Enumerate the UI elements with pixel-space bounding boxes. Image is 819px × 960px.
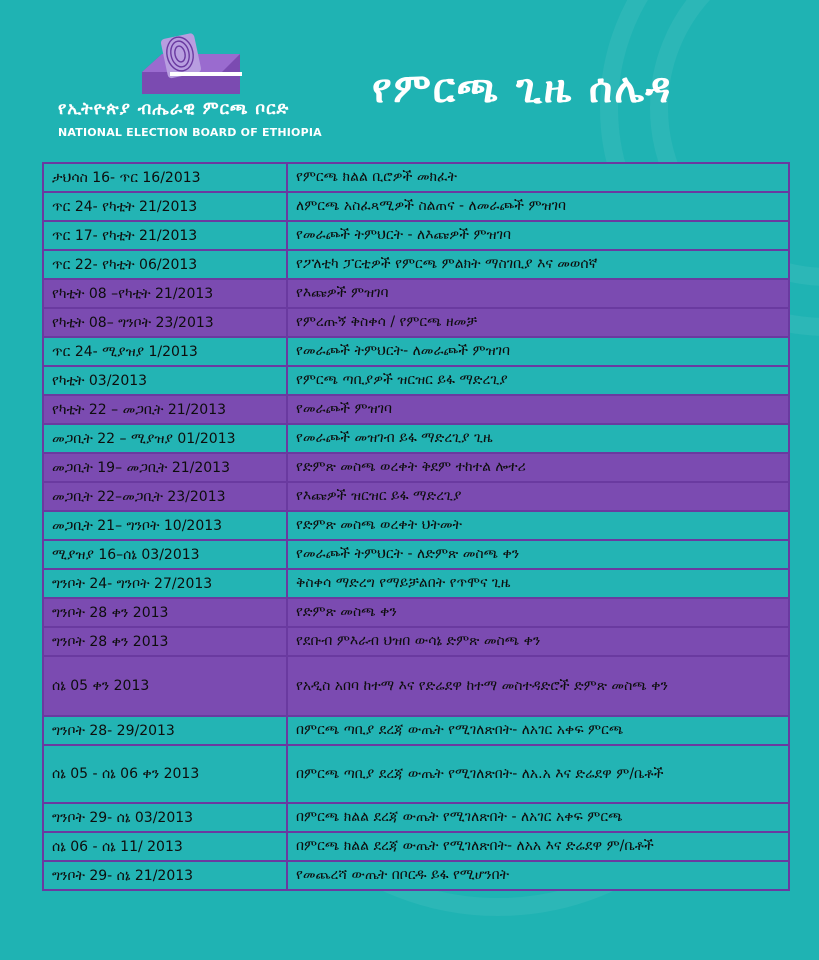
schedule-activity: የደቡብ ምእራብ ህዝበ ውሳኔ ድምጽ መስጫ ቀን: [287, 627, 789, 656]
schedule-activity: የምርጫ ክልል ቢሮዎች መክፈት: [287, 163, 789, 192]
schedule-row: [43, 192, 789, 221]
schedule-date: ጥር 24- የካቲት 21/2013: [43, 192, 287, 221]
schedule-row: [43, 627, 789, 656]
schedule-row: [43, 656, 789, 716]
schedule-date: ጥር 17- የካቲት 21/2013: [43, 221, 287, 250]
schedule-activity: የድምጽ መስጫ ቀን: [287, 598, 789, 627]
schedule-row: [43, 598, 789, 627]
schedule-date: ሚያዝያ 16–ሰኔ 03/2013: [43, 540, 287, 569]
schedule-activity: በምርጫ ክልል ደረጃ ውጤት የሚገለጽበት- ለአአ እና ድሬደዋ ም/ቤቶች: [287, 832, 789, 861]
schedule-row: [43, 803, 789, 832]
schedule-row: [43, 308, 789, 337]
schedule-date: ግንቦት 29- ሰኔ 03/2013: [43, 803, 287, 832]
schedule-activity: የድምጽ መስጫ ወረቀት ቅደም ተከተል ሎተሪ: [287, 453, 789, 482]
schedule-date: ግንቦት 29- ሰኔ 21/2013: [43, 861, 287, 890]
ballot-box-fingerprint-icon: [140, 32, 246, 104]
schedule-row: [43, 832, 789, 861]
schedule-activity: የመራጮች ትምህርት - ለእጩዎች ምዝገባ: [287, 221, 789, 250]
schedule-activity: በምርጫ ጣቢያ ደረጃ ውጤት የሚገለጽበት- ለአገር አቀፍ ምርጫ: [287, 716, 789, 745]
schedule-activity: የድምጽ መስጫ ወረቀት ህትመት: [287, 511, 789, 540]
schedule-activity: የምረጡኝ ቅስቀሳ / የምርጫ ዘመቻ: [287, 308, 789, 337]
schedule-date: የካቲት 22 – መጋቢት 21/2013: [43, 395, 287, 424]
schedule-activity: የእጩዎች ዝርዝር ይፋ ማድረጊያ: [287, 482, 789, 511]
schedule-date: የካቲት 08– ግንቦት 23/2013: [43, 308, 287, 337]
schedule-row: [43, 482, 789, 511]
schedule-activity: የአዲስ አበባ ከተማ እና የድሬደዋ ከተማ መስተዳድሮች ድምጽ መስጫ ቀን: [287, 656, 789, 716]
schedule-date: ግንቦት 28- 29/2013: [43, 716, 287, 745]
schedule-activity: የመራጮች ትምህርት- ለመራጮች ምዝገባ: [287, 337, 789, 366]
schedule-activity: ለምርጫ አስፈጻሚዎች ስልጠና - ለመራጮች ምዝገባ: [287, 192, 789, 221]
schedule-date: መጋቢት 22 – ሚያዝያ 01/2013: [43, 424, 287, 453]
schedule-row: [43, 569, 789, 598]
schedule-date: ግንቦት 28 ቀን 2013: [43, 627, 287, 656]
schedule-activity: የእጩዎች ምዝገባ: [287, 279, 789, 308]
schedule-date: ታህሳስ 16- ጥር 16/2013: [43, 163, 287, 192]
schedule-row: [43, 716, 789, 745]
schedule-date: ግንቦት 24- ግንቦት 27/2013: [43, 569, 287, 598]
schedule-activity: በምርጫ ጣቢያ ደረጃ ውጤት የሚገለጽበት- ለአ.አ እና ድሬደዋ ም/ቤቶች: [287, 745, 789, 803]
schedule-date: የካቲት 08 –የካቲት 21/2013: [43, 279, 287, 308]
schedule-activity: በምርጫ ክልል ደረጃ ውጤት የሚገለጽበት - ለአገር አቀፍ ምርጫ: [287, 803, 789, 832]
schedule-row: [43, 511, 789, 540]
schedule-row: [43, 279, 789, 308]
schedule-date: መጋቢት 22–መጋቢት 23/2013: [43, 482, 287, 511]
schedule-activity: የመራጮች ምዝገባ: [287, 395, 789, 424]
org-name-english: NATIONAL ELECTION BOARD OF ETHIOPIA: [58, 126, 322, 139]
schedule-date: ሰኔ 05 - ሰኔ 06 ቀን 2013: [43, 745, 287, 803]
schedule-date: ጥር 22- የካቲት 06/2013: [43, 250, 287, 279]
org-name-amharic: የኢትዮጵያ ብሔራዊ ምርጫ ቦርድ: [58, 99, 290, 119]
schedule-activity: የመራጮች መዝገብ ይፋ ማድረጊያ ጊዜ: [287, 424, 789, 453]
schedule-row: [43, 366, 789, 395]
page-title: የምርጫ ጊዜ ሰሌዳ: [372, 66, 673, 112]
schedule-activity: የምርጫ ጣቢያዎች ዝርዝር ይፋ ማድረጊያ: [287, 366, 789, 395]
schedule-row: [43, 424, 789, 453]
schedule-date: የካቲት 03/2013: [43, 366, 287, 395]
schedule-activity: የፖለቲካ ፓርቲዎች የምርጫ ምልክት ማስገቢያ እና መወሰኛ: [287, 250, 789, 279]
schedule-date: መጋቢት 21– ግንቦት 10/2013: [43, 511, 287, 540]
schedule-row: [43, 540, 789, 569]
schedule-activity: የመራጮች ትምህርት - ለድምጽ መስጫ ቀን: [287, 540, 789, 569]
schedule-row: [43, 453, 789, 482]
election-schedule-table: [42, 162, 790, 891]
schedule-activity: የመጨረሻ ውጤት በቦርዱ ይፋ የሚሆንበት: [287, 861, 789, 890]
schedule-date: መጋቢት 19– መጋቢት 21/2013: [43, 453, 287, 482]
schedule-row: [43, 221, 789, 250]
schedule-date: ሰኔ 05 ቀን 2013: [43, 656, 287, 716]
schedule-date: ጥር 24- ሚያዝያ 1/2013: [43, 337, 287, 366]
schedule-row: [43, 745, 789, 803]
schedule-row: [43, 250, 789, 279]
schedule-date: ግንቦት 28 ቀን 2013: [43, 598, 287, 627]
schedule-row: [43, 395, 789, 424]
schedule-activity: ቅስቀሳ ማድረግ የማይቻልበት የጥሞና ጊዜ: [287, 569, 789, 598]
schedule-date: ሰኔ 06 - ሰኔ 11/ 2013: [43, 832, 287, 861]
schedule-row: [43, 337, 789, 366]
schedule-row: [43, 163, 789, 192]
schedule-row: [43, 861, 789, 890]
header: [0, 0, 819, 160]
